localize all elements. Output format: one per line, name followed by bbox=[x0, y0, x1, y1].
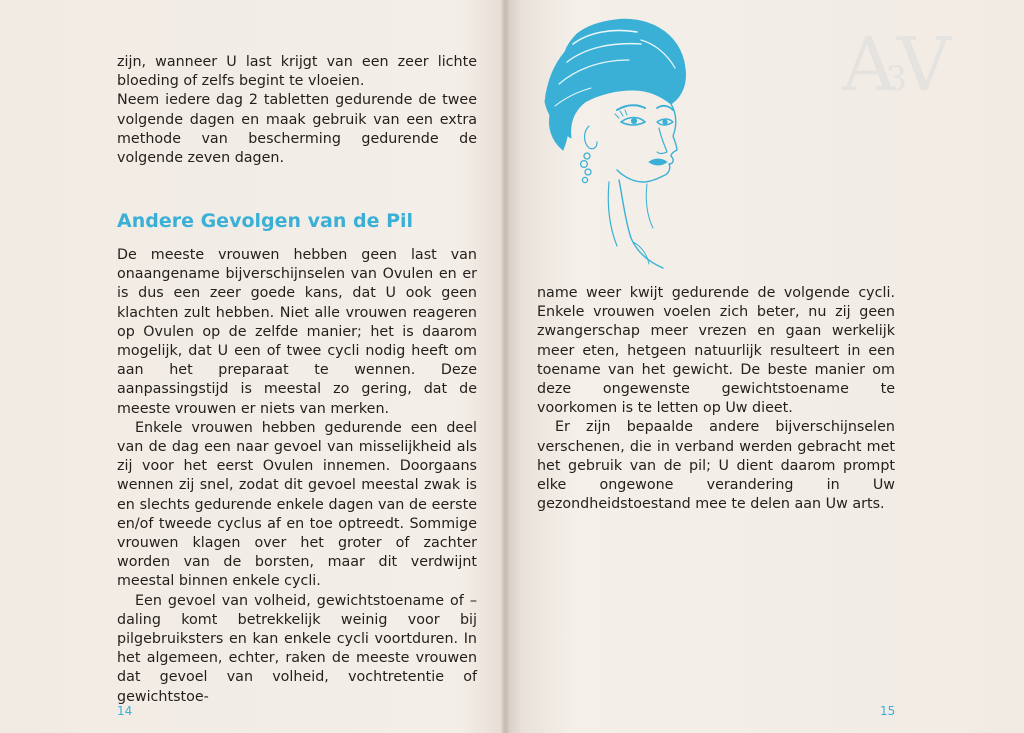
paragraph: Er zijn bepaalde andere bijverschijnselen verschenen, die in verband werden gebracht met het gebruik van de pil; U dient daarom prompt elke ongewone verandering in Uw gezondheidstoestand mee te delen aan Uw arts. bbox=[537, 419, 895, 513]
page-number-left: 14 bbox=[117, 704, 133, 718]
left-page bbox=[0, 0, 505, 733]
paragraph: Enkele vrouwen hebben gedurende een deel van de dag een naar gevoel van misselijkheid als zij voor het eerst Ovulen innemen. Doorgaans wennen zij snel, zodat dit gevoel meestal zwak is en slechts gedurende enkele dagen van de eerste en/of tweede cyclus af en toe optreedt. Sommige vrouwen klagen over het groter of zachter worden van de borsten, maar dit verdwijnt meestal binnen enkele cycli. bbox=[117, 419, 477, 590]
woman-portrait-sketch-icon bbox=[537, 14, 697, 272]
left-top-text bbox=[117, 53, 477, 168]
section-heading: Andere Gevolgen van de Pil bbox=[117, 210, 414, 232]
right-body-text bbox=[537, 284, 895, 514]
paragraph: zijn, wanneer U last krijgt van een zeer lichte bloeding of zelfs begint te vloeien. bbox=[117, 54, 477, 90]
bleed-through-icon: A3V bbox=[842, 22, 941, 108]
paragraph: name weer kwijt gedurende de volgende cycli. Enkele vrouwen voelen zich beter, nu zij geen zwangerschap meer vrezen en gaan werkelijk meer eten, hetgeen natuurlijk resulteert in een toename van het gewicht. De beste manier om deze ongewenste gewichtstoename te voorkomen is te letten op Uw dieet. bbox=[537, 285, 895, 417]
page-number-right: 15 bbox=[880, 704, 896, 718]
left-body-text bbox=[117, 246, 477, 707]
paragraph: Neem iedere dag 2 tabletten gedurende de twee volgende dagen en maak gebruik van een extra methode van bescherming gedurende de volgende zeven dagen. bbox=[117, 92, 477, 167]
paragraph: Een gevoel van volheid, gewichtstoename of – daling komt betrekkelijk weinig voor bij pilgebruiksters en kan enkele cycli voortduren. In het algemeen, echter, raken de meeste vrouwen dat gevoel van volheid, vochtretentie of gewichtstoe- bbox=[117, 592, 477, 705]
paragraph: De meeste vrouwen hebben geen last van onaangename bijverschijnselen van Ovulen en er is dus een zeer goede kans, dat U ook geen klachten zult hebben. Niet alle vrouwen reageren op Ovulen op de zelfde manier; het is daarom mogelijk, dat U een of twee cycli nodig heeft om aan het preparaat te wennen. Deze aanpassingstijd is meestal zo gering, dat de meeste vrouwen er niets van merken. bbox=[117, 247, 477, 417]
